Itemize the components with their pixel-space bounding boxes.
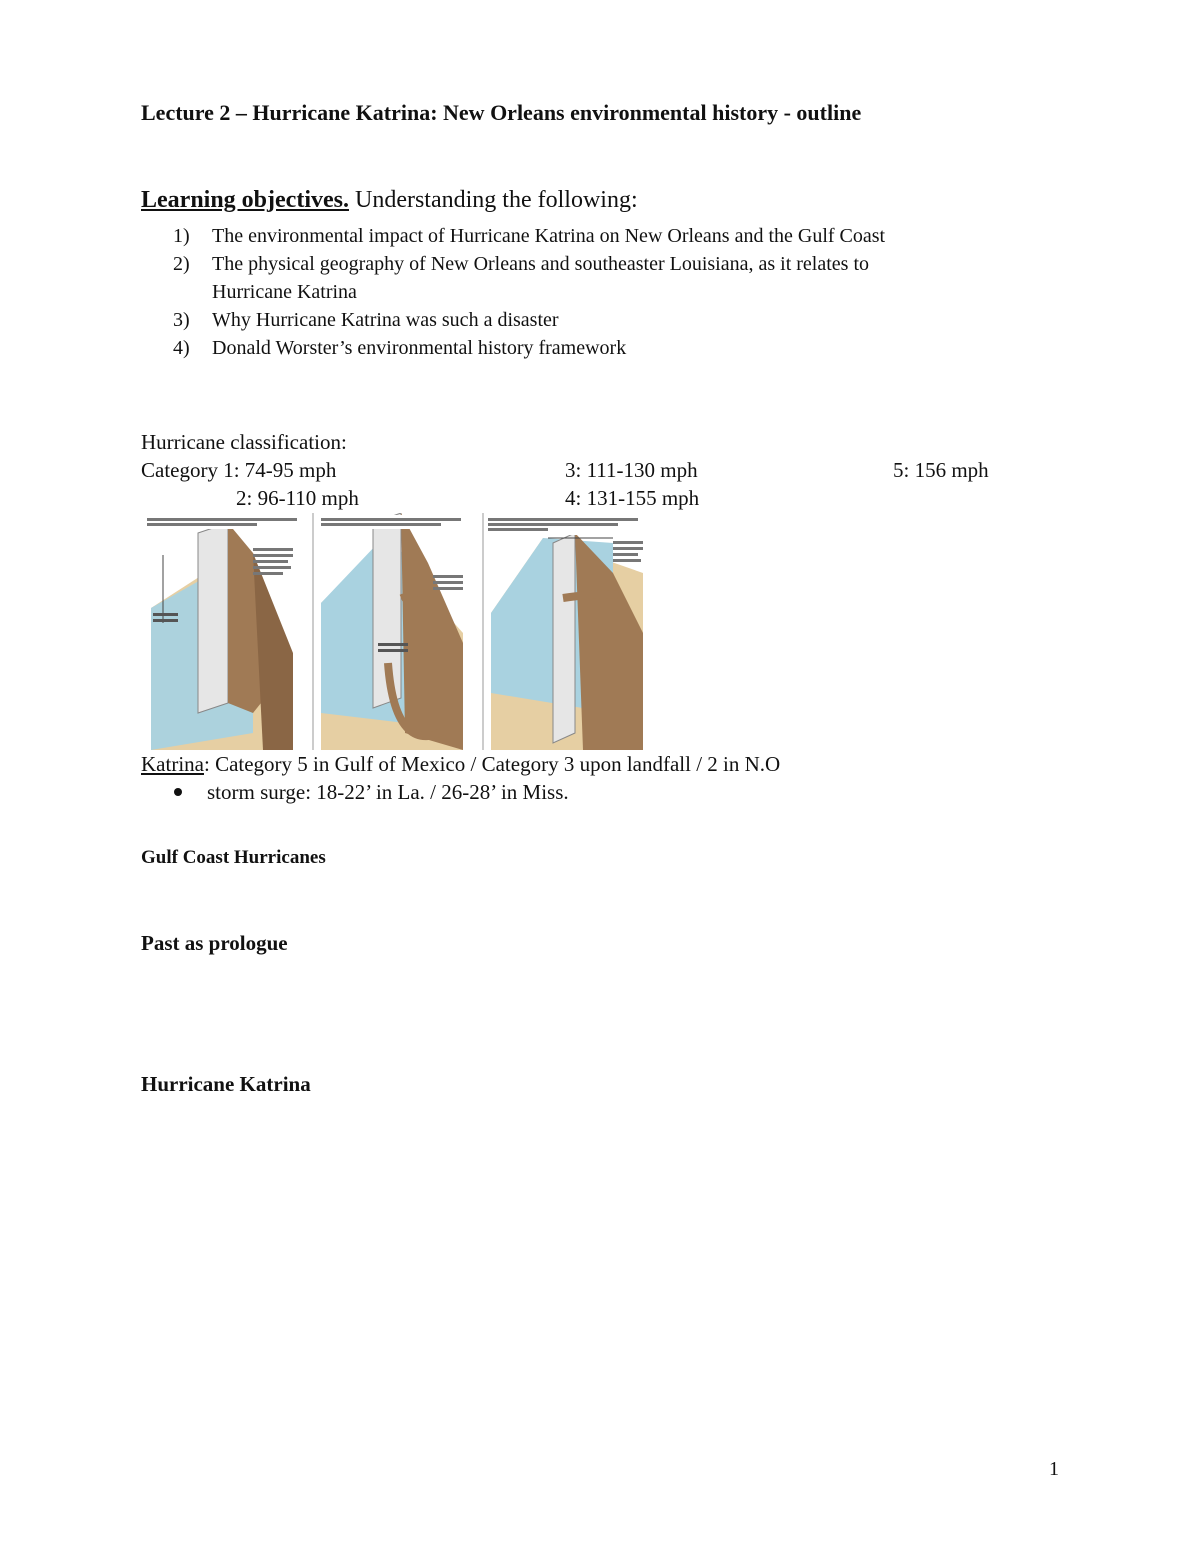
list-item: 4) Donald Worster’s environmental history framework (173, 337, 627, 359)
list-item: 3) Why Hurricane Katrina was such a disaster (173, 309, 559, 331)
objectives-heading (141, 187, 638, 214)
section-gulf-coast: Gulf Coast Hurricanes (141, 847, 326, 868)
objectives-label: Learning objectives. (141, 187, 349, 213)
diagram-panel-2 (321, 513, 483, 750)
category-4: 4: 131-155 mph (565, 486, 700, 510)
section-past-prologue: Past as prologue (141, 931, 288, 955)
diagram-panel-3 (488, 515, 646, 750)
diagram-panel-1 (147, 513, 313, 750)
list-item: 1) The environmental impact of Hurricane Katrina on New Orleans and the Gulf Coast (173, 225, 886, 247)
category-3: 3: 111-130 mph (565, 458, 698, 482)
katrina-label: Katrina (141, 752, 204, 776)
category-2: 2: 96-110 mph (236, 486, 359, 510)
bullet-icon (174, 788, 182, 796)
katrina-line (141, 752, 780, 777)
classification-heading: Hurricane classification: (141, 430, 347, 454)
page-title: Lecture 2 – Hurricane Katrina: New Orleans environmental history - outline (141, 100, 862, 125)
list-item: Hurricane Katrina (212, 281, 357, 303)
levee-failure-diagram (143, 513, 648, 750)
katrina-text: : Category 5 in Gulf of Mexico / Category 3 upon landfall / 2 in N.O (203, 752, 781, 776)
list-item: 2) The physical geography of New Orleans and southeaster Louisiana, as it relates to (173, 253, 870, 275)
objectives-list (141, 222, 1041, 362)
category-1: Category 1: 74-95 mph (141, 458, 337, 482)
storm-surge-bullet: storm surge: 18-22’ in La. / 26-28’ in Miss. (174, 780, 569, 805)
page-number: 1 (1049, 1458, 1059, 1480)
objectives-intro: Understanding the following: (354, 187, 638, 213)
category-5: 5: 156 mph (893, 458, 989, 482)
section-hurricane-katrina: Hurricane Katrina (141, 1072, 311, 1096)
